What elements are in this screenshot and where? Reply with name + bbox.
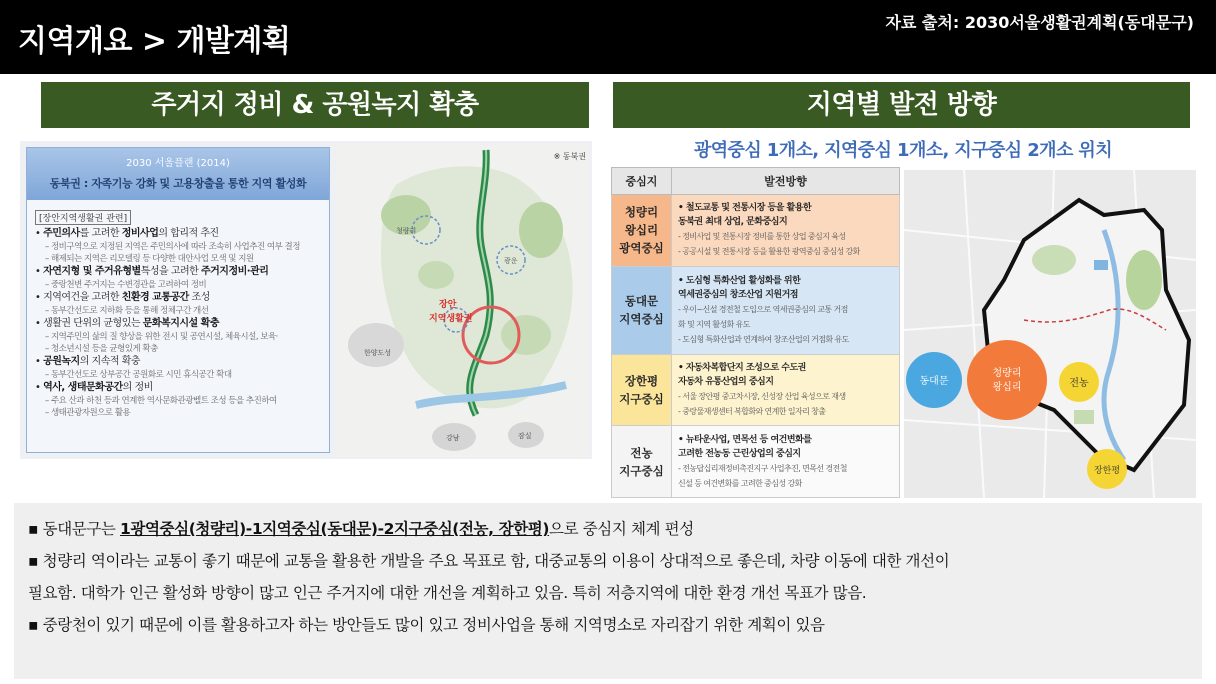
left-section-title: 주거지 정비 & 공원녹지 확충 — [41, 82, 589, 128]
direction-cell — [672, 266, 900, 354]
plan-subitem: – 동부간선도로 상부공간 공원화로 시민 휴식공간 확대 — [45, 370, 232, 380]
center-type: 지구중심 — [619, 391, 664, 406]
table-header-center: 중심지 — [612, 168, 672, 195]
center-name-cell — [612, 195, 672, 267]
plan-subitem-text: 지역주민의 삶의 질 향상을 위한 전시 및 공연시설, 체육시설, 보육· — [50, 332, 278, 342]
center-type: 광역중심 — [619, 241, 664, 256]
plan-item-bold: 문화복지시설 확충 — [142, 318, 219, 329]
plan-subitem-text: 정비구역으로 지정된 지역은 주민의사에 따라 조속히 사업추진 여부 결정 — [50, 242, 300, 252]
plan-item-pre: 자연지형 및 주거유형별 — [43, 266, 141, 277]
northeast-region-map — [336, 145, 588, 457]
summary-highlight: 1광역중심(청량리)-1지역중심(동대문)-2지구중심(전농, 장한평) — [120, 520, 550, 538]
plan-item: • 주민의사를 고려한 정비사업의 합리적 추진 — [35, 228, 219, 239]
plan-item-bold: 주거지정비·관리 — [200, 266, 269, 277]
dongdaemun-map — [904, 170, 1196, 498]
direction-main: 자동차 유통산업의 중심지 — [678, 376, 774, 387]
plan-subitem-text: 청소년시설 등을 균형있게 확충 — [50, 344, 158, 354]
table-header-row — [612, 168, 900, 195]
table-row — [612, 195, 900, 267]
direction-sub: - 우이~신설 경전철 도입으로 역세권중심의 교통 거점 — [678, 304, 848, 314]
plan-item: • 생활권 단위의 균형있는 문화복지시설 확충 — [35, 318, 219, 329]
plan-item-mid: 를 고려한 — [79, 228, 122, 239]
plan-header — [27, 148, 329, 200]
plan-subitem-text: 동부간선도로 지하화 등을 통해 정체구간 개선 — [50, 306, 209, 316]
direction-sub: - 정비사업 및 전통시장 정비를 통한 상업 중심지 육성 — [678, 232, 846, 242]
center-name-cell — [612, 426, 672, 498]
center-name-cell — [612, 354, 672, 426]
center-type: 지역중심 — [619, 312, 664, 327]
bubble-dongdaemun: 동대문 — [919, 376, 949, 387]
plan-item-pre: 역사, 생태문화공간 — [43, 382, 123, 393]
direction-main: • 뉴타운사업, 면목선 등 여건변화를 — [678, 434, 812, 445]
plan-subitem: – 정비구역으로 지정된 지역은 주민의사에 따라 조속히 사업추진 여부 결정 — [45, 242, 300, 252]
direction-main: 역세권중심의 창조산업 지원거점 — [678, 289, 798, 300]
summary-line-3: 필요함. 대학가 인근 활성화 방향이 많고 인근 주거지에 대한 개선을 계획하고 있음. 특히 저층지역에 대한 환경 개선 목표가 많음. — [28, 584, 867, 602]
summary-text: 으로 중심지 체계 편성 — [549, 520, 694, 538]
direction-cell — [672, 195, 900, 267]
map-note: ※ 동북권 — [553, 152, 586, 161]
table-row — [612, 426, 900, 498]
map-center-label-2: 지역생활권 — [429, 314, 473, 324]
plan-item-mid: 특성을 고려한 — [140, 266, 201, 277]
bubble-jeonnong: 전농 — [1069, 378, 1089, 389]
center-name: 장한평 — [624, 373, 659, 388]
plan-subitem: – 청소년시설 등을 균형있게 확충 — [45, 344, 158, 354]
center-name-cell — [612, 266, 672, 354]
summary-line-2: ▪ 청량리 역이라는 교통이 좋기 때문에 교통을 활용한 개발을 주요 목표로 함, 대중교통의 이용이 상대적으로 좋은데, 차량 이동에 대한 개선이 — [28, 552, 950, 570]
center-name: 전농 — [630, 445, 653, 460]
summary-text: ▪ 동대문구는 — [28, 520, 121, 538]
plan-subitem: – 중랑천변 주거지는 수변경관을 고려하여 정비 — [45, 280, 207, 290]
plan-subitem-text: 중랑천변 주거지는 수변경관을 고려하여 정비 — [50, 280, 207, 290]
plan-item-mid: 의 정비 — [122, 382, 153, 393]
plan-item-pre: 공원녹지 — [43, 356, 80, 367]
plan-item: • 공원녹지의 지속적 확충 — [35, 356, 141, 367]
map-center-label-1: 장안 — [439, 300, 457, 310]
map-district-3: 잠실 — [518, 432, 532, 440]
left-panel — [20, 141, 592, 459]
map-district-2: 강남 — [446, 434, 460, 442]
development-table — [611, 167, 900, 498]
plan-heading: 동북권 : 자족기능 강화 및 고용창출을 통한 지역 활성화 — [49, 177, 307, 190]
plan-item: • 자연지형 및 주거유형별특성을 고려한 주거지정비·관리 — [35, 266, 269, 277]
table-row — [612, 266, 900, 354]
plan-item-bold: 친환경 교통공간 — [121, 292, 189, 303]
summary-line-1 — [28, 513, 1188, 545]
plan-item-mid: 의 지속적 확충 — [79, 356, 141, 367]
center-name: 청량리 — [624, 205, 659, 220]
center-name: 동대문 — [624, 294, 659, 309]
bubble-wangsimni: 왕십리 — [992, 382, 1022, 393]
plan-item: • 지역여건을 고려한 친환경 교통공간 조성 — [35, 292, 210, 303]
plan-subitem: – 주요 산과 하천 등과 연계한 역사문화관광벨트 조성 등을 추진하여 — [45, 396, 277, 406]
plan-item-mid: 생활권 단위의 균형있는 — [43, 318, 143, 329]
seoul-plan-box — [26, 147, 330, 453]
plan-subitem: – 해제되는 지역은 리모델링 등 다양한 대안사업 모색 및 지원 — [45, 254, 254, 264]
direction-sub: - 공공시설 및 전통시장 등을 활용한 광역중심 중심성 강화 — [678, 247, 860, 257]
map-district-4: 광운 — [504, 257, 518, 265]
direction-sub: - 중랑물재생센터 복합화와 연계한 일자리 창출 — [678, 406, 826, 416]
direction-sub: 화 및 지역 활성화 유도 — [678, 319, 750, 329]
center-name: 왕십리 — [624, 223, 659, 238]
plan-tag: [장안지역생활권 관련] — [35, 210, 131, 225]
center-type: 지구중심 — [619, 463, 664, 478]
direction-cell — [672, 354, 900, 426]
plan-subitem-text: 주요 산과 하천 등과 연계한 역사문화관광벨트 조성 등을 추진하여 — [50, 396, 277, 406]
direction-sub: 신설 등 여건변화를 고려한 중심성 강화 — [678, 478, 802, 488]
bubble-cheongnyangni: 청량리 — [992, 368, 1022, 379]
plan-subitem: – 지역주민의 삶의 질 향상을 위한 전시 및 공연시설, 체육시설, 보육· — [45, 332, 278, 342]
top-bar — [0, 0, 1216, 74]
plan-subitem: – 동부간선도로 지하화 등을 통해 정체구간 개선 — [45, 306, 209, 316]
direction-main: • 철도교통 및 전통시장 등을 활용한 — [678, 203, 812, 214]
plan-item-mid: 지역여건을 고려한 — [43, 292, 122, 303]
right-section-title: 지역별 발전 방향 — [613, 82, 1190, 128]
plan-item: • 역사, 생태문화공간의 정비 — [35, 382, 153, 393]
source-note: 자료 출처: 2030서울생활권계획(동대문구) — [885, 13, 1194, 32]
plan-item-post: 의 합리적 추진 — [158, 228, 219, 239]
summary-line-4: ▪ 중랑천이 있기 때문에 이를 활용하고자 하는 방안들도 많이 있고 정비사업을 통해 지역명소로 자리잡기 위한 계획이 있음 — [28, 616, 825, 634]
map-district-5: 청량리 — [396, 227, 417, 235]
plan-subitem-text: 동부간선도로 상부공간 공원화로 시민 휴식공간 확대 — [50, 370, 232, 380]
direction-sub: - 서울 장안평 중고차시장, 신성장 산업 육성으로 재생 — [678, 391, 846, 401]
plan-subitem: – 생태관광자원으로 활용 — [45, 408, 131, 418]
direction-main: • 자동차복합단지 조성으로 수도권 — [678, 362, 806, 373]
table-header-direction: 발전방향 — [672, 168, 900, 195]
summary-box — [14, 503, 1202, 679]
bubble-janghanpyeong: 장한평 — [1093, 466, 1121, 476]
right-subtitle: 광역중심 1개소, 지역중심 1개소, 지구중심 2개소 위치 — [693, 140, 1112, 161]
direction-main: 고려한 전농동 근린상업의 중심지 — [678, 448, 801, 459]
direction-main: • 도심형 특화산업 활성화를 위한 — [678, 275, 801, 286]
plan-item-post: 조성 — [188, 292, 210, 303]
plan-item-bold: 정비사업 — [121, 228, 159, 239]
plan-subitem-text: 해제되는 지역은 리모델링 등 다양한 대안사업 모색 및 지원 — [50, 254, 254, 264]
direction-main: 동북권 최대 상업, 문화중심지 — [678, 217, 788, 228]
table-row — [612, 354, 900, 426]
direction-sub: - 도심형 특화산업과 연계하여 창조산업의 거점화 유도 — [678, 334, 849, 344]
plan-item-pre: 주민의사 — [43, 228, 80, 239]
direction-sub: - 전농답십리재정비촉진지구 사업추진, 면목선 경전철 — [678, 463, 847, 473]
plan-year: 2030 서울플랜 (2014) — [126, 158, 230, 169]
plan-body — [27, 200, 329, 425]
page-title: 지역개요 > 개발계획 — [18, 24, 291, 59]
map-district-1: 한양도성 — [364, 349, 392, 357]
direction-cell — [672, 426, 900, 498]
plan-subitem-text: 생태관광자원으로 활용 — [50, 408, 131, 418]
